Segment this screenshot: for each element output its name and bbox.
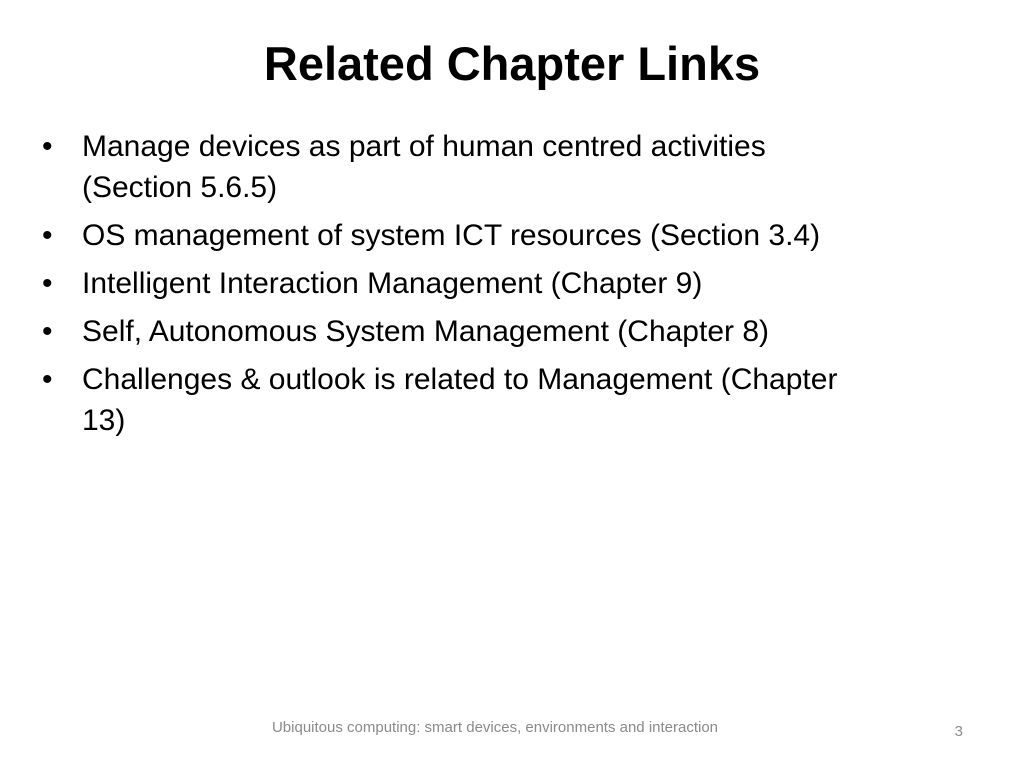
page-number: 3 xyxy=(954,723,963,740)
bullet-item xyxy=(42,126,962,208)
bullet-text: Manage devices as part of human centred activities (Section 5.6.5) xyxy=(82,130,766,204)
slide-footer: Ubiquitous computing: smart devices, environments and interaction xyxy=(271,719,719,736)
bullet-text: OS management of system ICT resources (Section 3.4) xyxy=(82,219,821,252)
bullet-dot: • xyxy=(42,130,53,163)
bullet-dot: • xyxy=(42,219,53,252)
bullet-item xyxy=(42,359,962,441)
bullet-text: Challenges & outlook is related to Management (Chapter 13) xyxy=(82,363,838,437)
bullet-item xyxy=(42,311,962,352)
bullet-list xyxy=(42,126,962,448)
bullet-dot: • xyxy=(42,363,53,396)
slide-title: Related Chapter Links xyxy=(263,37,761,90)
bullet-text: Intelligent Interaction Management (Chapter 9) xyxy=(82,267,703,300)
bullet-text: Self, Autonomous System Management (Chapter 8) xyxy=(82,315,770,348)
bullet-item xyxy=(42,215,962,256)
bullet-item xyxy=(42,263,962,304)
bullet-dot: • xyxy=(42,267,53,300)
bullet-dot: • xyxy=(42,315,53,348)
